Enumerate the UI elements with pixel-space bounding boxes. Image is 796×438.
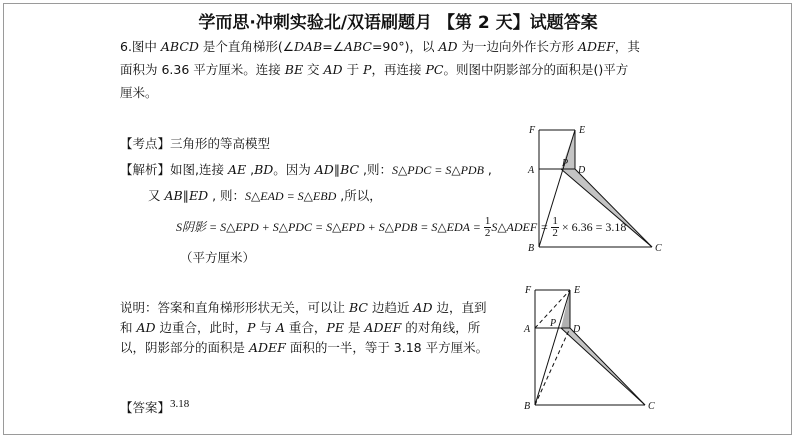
label-a-2: A	[524, 324, 531, 335]
label-b-2: B	[524, 401, 531, 412]
jiexi-formula-3: S阴影 = S△EPD + S△PDC = S△EPD + S△PDB = S△EDA = $\frac{1}{2}$ S△ADEF = $\frac{1}{2}$ × 6.36 = 3.18	[176, 215, 627, 239]
label-b: B	[528, 243, 535, 254]
fraction-half-2: $\frac{1}{2}$	[552, 215, 558, 239]
figure-2	[520, 280, 670, 415]
line-pc-2	[561, 328, 645, 405]
problem-line-1: 6.图中 ABCD 是个直角梯形(∠DAB=∠ABC=90°)，以 AD 为一边向外作长方形 ADEF，其	[120, 39, 640, 54]
label-p: P	[562, 158, 569, 169]
label-c-2: C	[648, 401, 655, 412]
line-be-2	[535, 290, 570, 405]
label-p-2: P	[550, 318, 557, 329]
jiexi-line-2: 又 AB∥ED , 则：S△EAD = S△EBD ,所以，	[148, 188, 382, 203]
dashed-line-bd	[535, 328, 570, 405]
jiexi-unit: （平方厘米）	[180, 250, 256, 265]
line-be	[539, 130, 575, 247]
page-title: 学而思·冲刺实验北/双语刷题月 【第 2 天】试题答案	[198, 13, 598, 33]
label-e: E	[579, 125, 586, 136]
jiexi-line-1: 【解析】如图,连接 AE ,BD。因为 AD∥BC ,则：S△PDC = S△PDB ,	[120, 162, 492, 177]
label-e-2: E	[574, 285, 581, 296]
label-f: F	[529, 125, 536, 136]
edge-dc-2	[570, 328, 645, 405]
note-paragraph: 说明：答案和直角梯形形状无关，可以让 BC 边趋近 AD 边，直到和 AD 边重合，此时，P 与 A 重合，PE 是 ADEF 的对角线，所以，阴影部分的面积是 ADEF 面积的一半，等于 3.18 平方厘米。	[120, 300, 489, 355]
label-a: A	[528, 165, 535, 176]
edge-dc	[575, 169, 652, 247]
label-d: D	[578, 165, 586, 176]
label-d-2: D	[573, 324, 581, 335]
figure-1	[520, 122, 670, 257]
kaodian: 【考点】三角形的等高模型	[120, 136, 271, 151]
line-pc	[561, 169, 652, 247]
label-f-2: F	[525, 285, 532, 296]
fraction-half: $\frac{1}{2}$	[484, 215, 491, 239]
label-c: C	[655, 243, 662, 254]
problem-line-3: 厘米。	[120, 85, 158, 100]
problem-line-2: 面积为 6.36 平方厘米。连接 BE 交 AD 于 P，再连接 PC。则图中阴影部分的面积是()平方	[120, 62, 629, 77]
answer: 【答案】3.18	[120, 398, 190, 416]
